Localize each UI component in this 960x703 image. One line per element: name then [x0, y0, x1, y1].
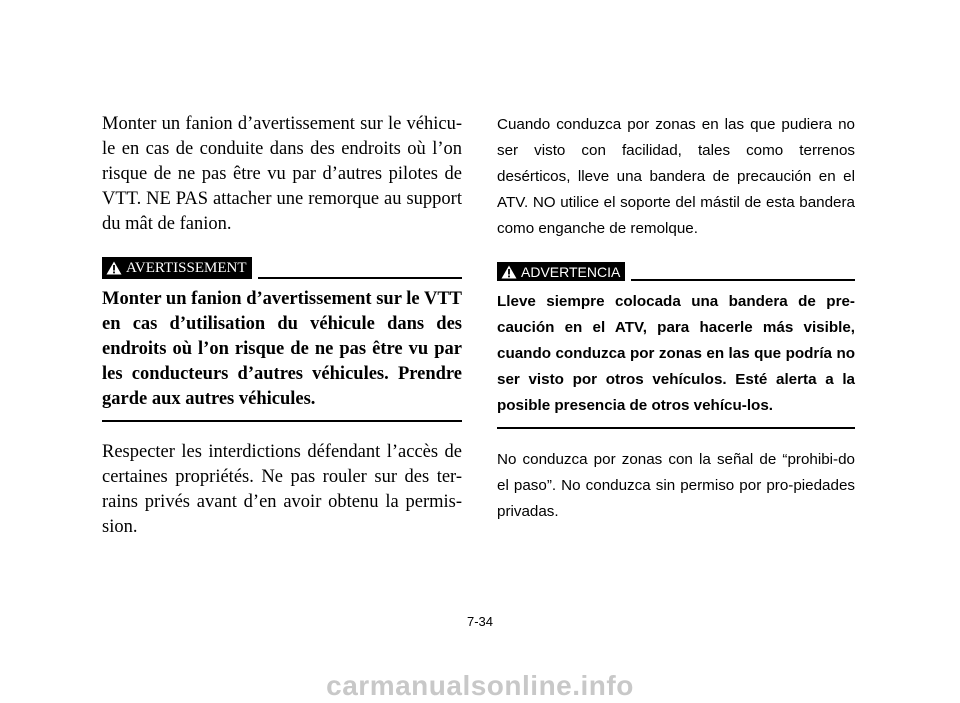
spanish-warning-label: ADVERTENCIA	[521, 263, 621, 280]
warning-triangle-icon	[501, 265, 517, 279]
watermark: carmanualsonline.info	[326, 670, 634, 701]
spanish-warning-text: Lleve siempre colocada una bandera de pre-caución en el ATV, para hacerle más visible, cuando conduzca por zonas en las que podría no ser visto por otros vehículos. Esté alerta a la posible presencia de otros vehícu-los.	[497, 293, 855, 414]
spanish-column	[497, 112, 855, 525]
french-note-paragraph: Respecter les interdictions défendant l’accès de certaines propriétés. Ne pas rouler sur des ter-rains privés avant d’en avoir obtenu la permis-sion.	[102, 442, 462, 537]
french-warning-header	[102, 257, 462, 279]
spanish-warning-rule	[631, 279, 855, 281]
french-column	[102, 112, 462, 540]
spanish-warning-badge	[497, 262, 625, 281]
french-intro-paragraph: Monter un fanion d’avertissement sur le véhicu-le en cas de conduite dans des endroits où l’on risque de ne pas être vu par d’autres pilotes de VTT. NE PAS attacher une remorque au support du mât de fanion.	[102, 114, 462, 234]
spanish-warning-header	[497, 262, 855, 281]
french-warning-text: Monter un fanion d’avertissement sur le VTT en cas d’utilisation du véhicule dans des endroits où l’on risque de ne pas être vu par les conducteurs d’autres véhicules. Prendre garde aux autres véhicules.	[102, 289, 462, 409]
page-number: 7-34	[466, 614, 494, 629]
warning-triangle-icon	[106, 261, 122, 275]
french-warning-badge	[102, 257, 252, 279]
spanish-intro-paragraph: Cuando conduzca por zonas en las que pudiera no ser visto con facilidad, tales como terrenos desérticos, lleve una bandera de precaución en el ATV. NO utilice el soporte del mástil de esta bandera como enganche de remolque.	[497, 116, 855, 237]
french-warning-rule	[258, 277, 463, 279]
spanish-note-paragraph: No conduzca por zonas con la señal de “prohibi-do el paso”. No conduzca sin permiso por pro-piedades privadas.	[497, 451, 855, 520]
spanish-warning-end-rule	[497, 427, 855, 429]
french-warning-label: AVERTISSEMENT	[126, 259, 247, 276]
french-warning-end-rule	[102, 420, 462, 422]
